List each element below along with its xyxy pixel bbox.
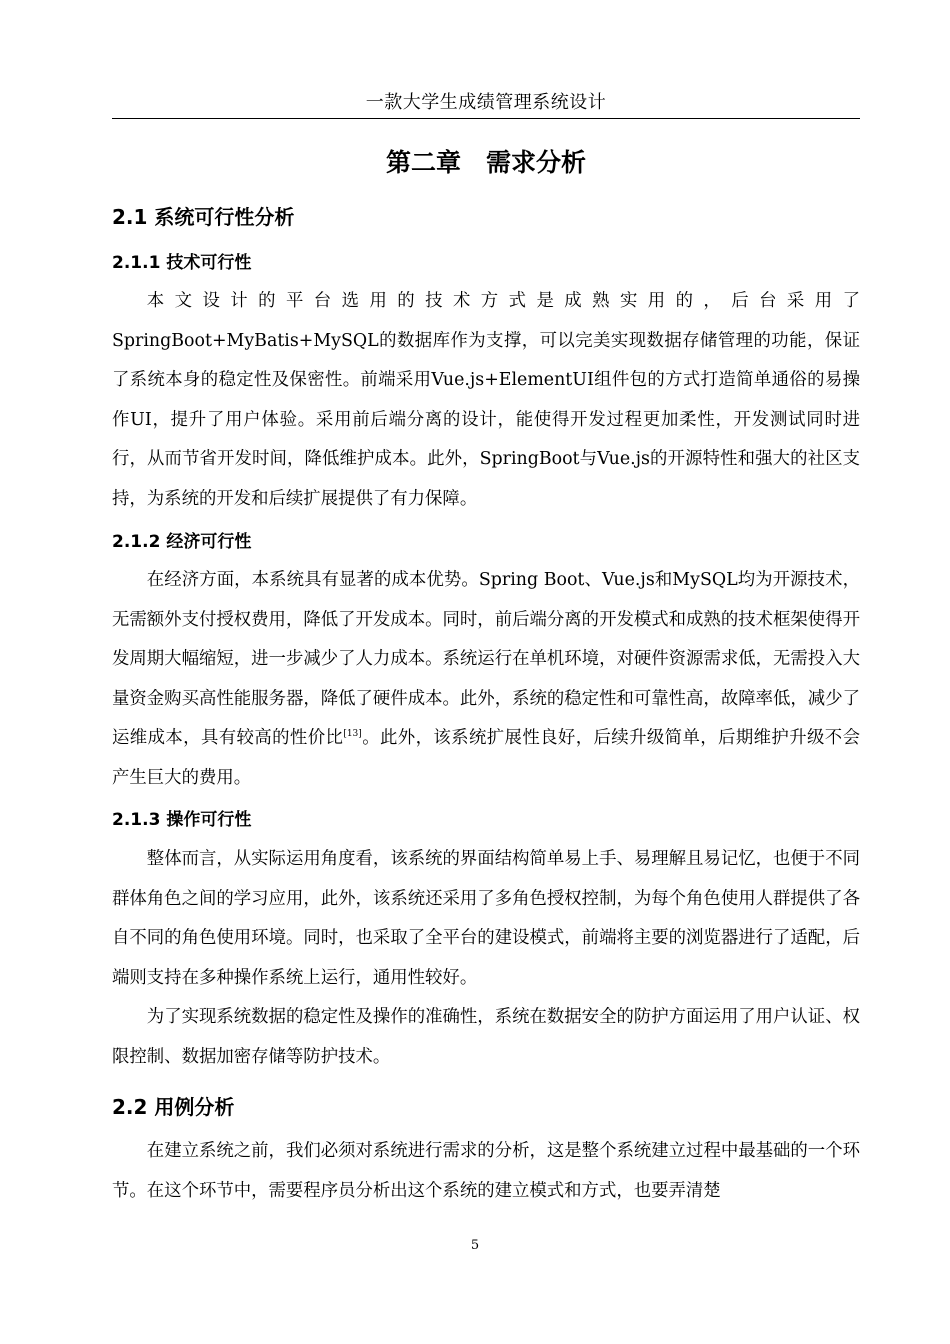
subsection-heading-2-1-1: 2.1.1 技术可行性 [112, 253, 252, 273]
paragraph-operational-feasibility-2: 为了实现系统数据的稳定性及操作的准确性，系统在数据安全的防护方面运用了用户认证、权限控制、数据加密存储等防护技术。 [112, 1007, 860, 1067]
economic-text-part-2: 。此外，该系统扩展性良好，后续升级简单，后期维护升级不会产生巨大的费用。 [112, 728, 860, 788]
paragraph-use-case-analysis: 在建立系统之前，我们必须对系统进行需求的分析，这是整个系统建立过程中最基础的一个环节。在这个环节中，需要程序员分析出这个系统的建立模式和方式，也要弄清楚 [112, 1141, 860, 1201]
header-rule [112, 118, 860, 119]
section-heading-2-2: 2.2 用例分析 [112, 1095, 235, 1119]
section-heading-2-1: 2.1 系统可行性分析 [112, 205, 295, 229]
chapter-title: 第二章 需求分析 [385, 148, 586, 177]
running-header: 一款大学生成绩管理系统设计 [365, 92, 607, 113]
subsection-heading-2-1-2: 2.1.2 经济可行性 [112, 532, 252, 552]
paragraph-operational-feasibility-1: 整体而言，从实际运用角度看，该系统的界面结构简单易上手、易理解且易记忆，也便于不同群体角色之间的学习应用，此外，该系统还采用了多角色授权控制，为每个角色使用人群提供了各自不同的角色使用环境。同时，也采取了全平台的建设模式，前端将主要的浏览器进行了适配，后端则支持在多种操作系统上运行，通用性较好。 [112, 849, 860, 988]
page-number: 5 [470, 1238, 480, 1253]
citation-reference: [13] [343, 729, 362, 740]
economic-text-part-1: 在经济方面，本系统具有显著的成本优势。Spring Boot、Vue.js和MySQL均为开源技术，无需额外支付授权费用，降低了开发成本。同时，前后端分离的开发模式和成熟的技术框架使得开发周期大幅缩短，进一步减少了人力成本。系统运行在单机环境，对硬件资源需求低，无需投入大量资金购买高性能服务器，降低了硬件成本。此外，系统的稳定性和可靠性高，故障率低，减少了运维成本，具有较高的性价比 [112, 570, 860, 748]
paragraph-economic-feasibility [112, 561, 860, 798]
subsection-heading-2-1-3: 2.1.3 操作可行性 [112, 810, 252, 830]
paragraph-technical-feasibility: 本文设计的平台选用的技术方式是成熟实用的，后台采用了SpringBoot+MyBatis+MySQL的数据库作为支撑，可以完美实现数据存储管理的功能，保证了系统本身的稳定性及保密性。前端采用Vue.js+ElementUI组件包的方式打造简单通俗的易操作UI，提升了用户体验。采用前后端分离的设计，能使得开发过程更加柔性，开发测试同时进行，从而节省开发时间，降低维护成本。此外，SpringBoot与Vue.js的开源特性和强大的社区支持，为系统的开发和后续扩展提供了有力保障。 [112, 291, 860, 509]
